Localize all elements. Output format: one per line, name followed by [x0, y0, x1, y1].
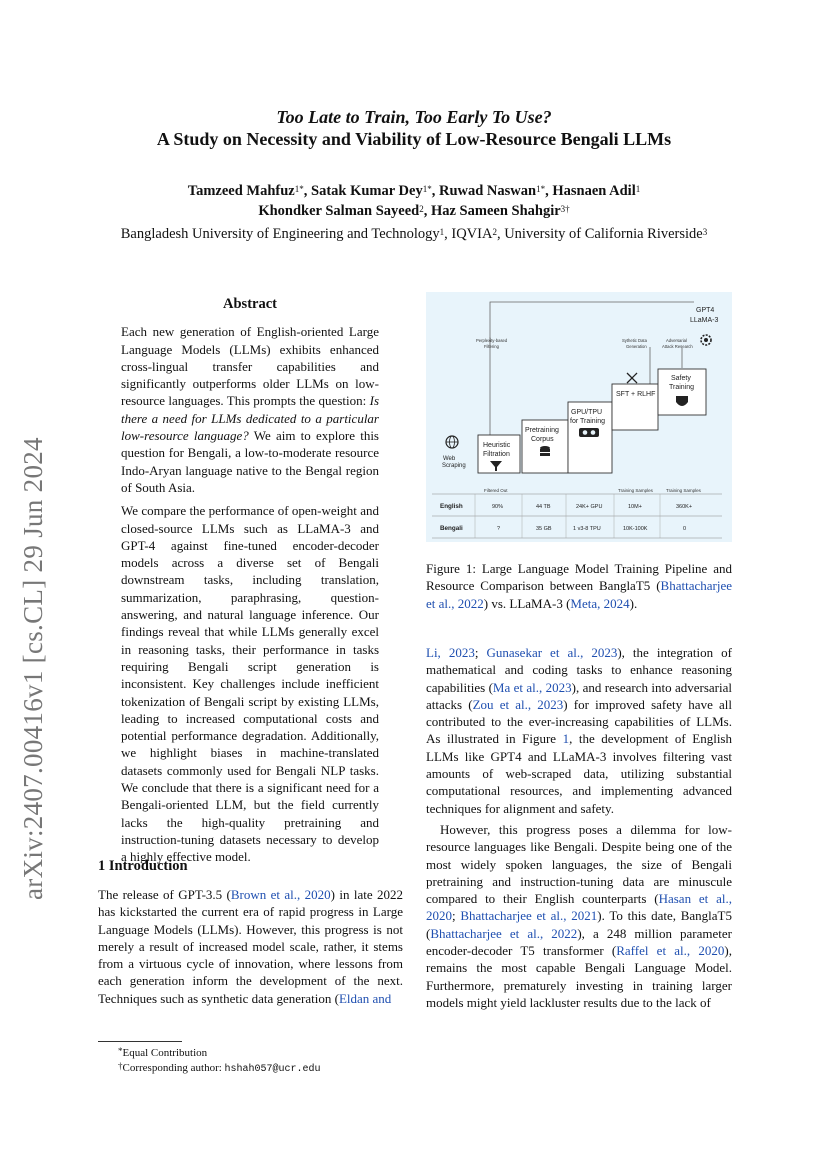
- col-header: Training Samples: [666, 488, 701, 493]
- cell: 35 GB: [536, 526, 552, 532]
- perplexity-label-2: Filtering: [484, 344, 499, 349]
- cell: ?: [497, 526, 501, 532]
- citation-link[interactable]: Meta, 2024: [570, 595, 630, 611]
- adversarial-label-1: Adversarial: [666, 338, 687, 343]
- figure-caption: [426, 560, 732, 612]
- col-header: Training Samples: [618, 488, 653, 493]
- tools-icon: [627, 373, 637, 383]
- text: The release of GPT-3.5 (: [98, 887, 231, 902]
- author-name: Hasnaen Adil: [552, 183, 636, 199]
- llama3-label: LLaMA-3: [690, 317, 719, 324]
- author-affil-sup: 1: [294, 184, 300, 194]
- cell: 24K+ GPU: [576, 504, 603, 510]
- col-header: Filtered Out: [484, 488, 508, 493]
- gear-icon: [701, 335, 711, 345]
- gpu-label-2: for Training: [570, 418, 606, 425]
- author-name: Khondker Salman Sayeed: [258, 203, 420, 219]
- emphasis: Is there a need for LLMs dedicated to a particular low-resource language?: [121, 393, 379, 444]
- author-name: Satak Kumar Dey: [311, 183, 423, 199]
- affil-sup: 2: [492, 227, 497, 237]
- resource-table: [426, 485, 732, 542]
- abstract-heading: Abstract: [223, 296, 277, 312]
- pipeline-diagram: [426, 292, 732, 542]
- text: ). To this date, BanglaT5 (: [426, 908, 732, 941]
- text: , the development of English LLMs like GPT4 and LLaMA-3 involves filtering vast amounts of web-scraped data, utilizing substantial computational resources, and implementing advanced techniques for alignment and safety.: [426, 731, 732, 816]
- scraping-label: Scraping: [442, 463, 466, 469]
- footnotes: [118, 1046, 408, 1077]
- paper-title: [0, 106, 828, 150]
- citation-link[interactable]: Zou et al., 2023: [472, 696, 564, 712]
- cell: 0: [683, 526, 687, 532]
- gpu-label-1: GPU/TPU: [571, 409, 603, 416]
- cell: 10K-100K: [623, 526, 648, 532]
- intro-paragraph: [98, 886, 403, 1007]
- citation-link[interactable]: Li, 2023: [426, 645, 475, 660]
- email-address[interactable]: hshah057@ucr.edu: [224, 1064, 321, 1075]
- affil-sup: 1: [439, 227, 445, 237]
- footnote-2: [118, 1061, 408, 1077]
- heuristic-label-2: Filtration: [483, 451, 510, 458]
- author-line-2: Khondker Salman Sayeed$^2$, Haz Sameen Shahgir$^{3\dagger}$: [258, 203, 570, 219]
- cell: 44 TB: [536, 504, 551, 510]
- affil-sup: 3: [702, 227, 708, 237]
- author-affil-sup: 1: [422, 184, 428, 194]
- gpu-icon: [579, 428, 599, 437]
- text: We aim to explore this question for Bengali, a low-to-moderate resource Indo-Aryan language native to the Bengal region of South Asia.: [121, 428, 379, 495]
- author-affil-sup: 2: [419, 204, 424, 214]
- affiliation: IQVIA: [451, 226, 493, 242]
- adversarial-label-2: Attack Research: [662, 344, 693, 349]
- row-label-bengali: Bengali: [440, 525, 463, 532]
- text: ) for improved safety have all contributed to the ever-increasing capabilities of LLMs. As illustrated in Figure: [426, 696, 732, 747]
- section-heading-introduction: 1 Introduction: [98, 858, 188, 874]
- citation-link[interactable]: Bhattacharjee et al., 2021: [460, 908, 598, 924]
- cell: 1 v3-8 TPU: [573, 526, 601, 532]
- author-affil-sup: 1: [536, 184, 541, 194]
- citation-link[interactable]: 1: [562, 731, 570, 747]
- cell: 360K+: [676, 504, 693, 510]
- affiliation: Bangladesh University of Engineering and Technology: [120, 226, 440, 242]
- figure-1: [426, 292, 732, 542]
- text: Each new generation of English-oriented Large Language Models (LLMs) exhibits enhanced cross-lingual transfer capabilities and significantly outperforms older LLMs on low-resource languages. This prompts the question:: [121, 324, 379, 409]
- citation-link[interactable]: Eldan and: [338, 990, 392, 1006]
- footnote-mark: †: [118, 1061, 123, 1071]
- author-name: Haz Sameen Shahgir: [430, 203, 561, 219]
- author-line-1: Tamzeed Mahfuz$^{1*}$, Satak Kumar Dey$^{1*}$, Ruwad Naswan$^{1*}$, Hasnaen Adil$^1$: [187, 183, 641, 199]
- arxiv-stamp: arXiv:2407.00416v1 [cs.CL] 29 Jun 2024: [18, 437, 48, 900]
- web-label: Web: [443, 456, 456, 462]
- sft-label: SFT + RLHF: [616, 391, 656, 398]
- text: ), the integration of mathematical and coding tasks to enhance reasoning capabilities (: [426, 645, 732, 695]
- footnote-mark: *: [118, 1046, 123, 1056]
- cell: 90%: [492, 504, 504, 510]
- text: ) vs. LLaMA-3 (: [483, 595, 571, 611]
- affiliations: Bangladesh University of Engineering and Technology$^1$, IQVIA$^2$, University of California Riverside$^3$: [120, 226, 708, 242]
- globe-icon: [446, 436, 458, 448]
- author-affil-sup: 3†: [560, 204, 570, 214]
- perplexity-label-1: Perplexity-based: [476, 338, 508, 343]
- citation-link[interactable]: Hasan et al., 2020: [426, 891, 732, 924]
- text: ;: [474, 645, 487, 660]
- abstract-paragraph-1: [121, 323, 379, 496]
- text: Figure 1: Large Language Model Training Pipeline and Resource Comparison between BanglaT5 (: [426, 561, 732, 594]
- synthetic-label-2: Generation: [626, 344, 647, 349]
- cell: 10M+: [628, 504, 642, 510]
- author-name: Tamzeed Mahfuz: [187, 183, 295, 199]
- affiliation: University of California Riverside: [504, 226, 703, 242]
- citation-link[interactable]: Gunasekar et al., 2023: [486, 645, 618, 660]
- body-paragraph-1: [426, 644, 732, 817]
- citation-link[interactable]: Brown et al., 2020: [230, 887, 331, 902]
- text: ), remains the most capable Bengali Language Model. Furthermore, prematurely investing in training larger models might yield lackluster results due to the lack of: [426, 943, 732, 1010]
- text: However, this progress poses a dilemma for low-resource languages like Bengali. Despite being one of the most widely spoken languages, the size of Bengali pretraining and instruction-tuning data are minuscule compared to their English counterparts (: [426, 821, 732, 907]
- body-paragraph-2: [426, 821, 732, 1011]
- synthetic-label-1: Sythetic Data: [622, 338, 647, 343]
- text: ).: [629, 595, 638, 611]
- safety-label-1: Safety: [671, 375, 691, 382]
- right-column: [426, 644, 732, 1015]
- text: ), a 248 million parameter encoder-decoder T5 transformer (: [426, 925, 732, 959]
- title-line-1: Too Late to Train, Too Early To Use?: [276, 107, 552, 127]
- pretraining-label-2: Corpus: [531, 436, 554, 443]
- abstract: [121, 296, 379, 870]
- text: ) in late 2022 has kickstarted the current era of rapid progress in Large Language Models (LLMs). However, this progress is not merely a result of increased model scale, rather, it stems from a virtuous cycle of innovation, where lessons from each generation inform the development of the next. Techniques such as synthetic data generation (: [98, 887, 403, 1006]
- citation-link[interactable]: Ma et al., 2023: [492, 679, 572, 695]
- citation-link[interactable]: Bhattacharjee et al., 2022: [430, 925, 578, 941]
- heuristic-label-1: Heuristic: [483, 442, 511, 449]
- footnote-rule: [98, 1041, 182, 1042]
- footnote-1: [118, 1046, 408, 1061]
- title-line-2: A Study on Necessity and Viability of Low-Resource Bengali LLMs: [156, 129, 672, 149]
- citation-link[interactable]: Bhattacharjee et al., 2022: [426, 578, 732, 611]
- gpt4-label: GPT4: [696, 307, 715, 314]
- author-affil-sup: 1: [635, 184, 641, 194]
- citation-link[interactable]: Raffel et al., 2020: [616, 943, 725, 959]
- pretraining-label-1: Pretraining: [525, 427, 559, 434]
- text: ), and research into adversarial attacks (: [426, 679, 733, 712]
- author-name: Ruwad Naswan: [438, 183, 537, 199]
- safety-label-2: Training: [669, 384, 695, 391]
- text: ;: [452, 908, 461, 924]
- abstract-paragraph-2: We compare the performance of open-weight and closed-source LLMs such as LLaMA-3 and GPT-4 against fine-tuned encoder-decoder models across a diverse set of Bengali downstream tasks, including translation, summarization, paraphrasing, question-answering, and natural language inference. Our findings reveal that while LLMs generally excel in reasoning tasks, their performance in tasks requiring Bengali script generation is inconsistent. Key challenges include inefficient tokenization of Bengali script by existing LLMs, leading to increased computational costs and potential performance degradation. Additionally, we highlight biases in machine-translated datasets commonly used for Bengali NLP tasks. We conclude that there is a significant need for a Bengali-oriented LLM, but the field currently lacks the high-quality pretraining and instruction-tuning datasets necessary to develop a highly effective model.: [121, 503, 379, 865]
- footnote-text: Corresponding author:: [122, 1062, 225, 1074]
- footnote-text: Equal Contribution: [122, 1047, 208, 1059]
- database-icon: [540, 446, 550, 456]
- row-label-english: English: [440, 503, 463, 510]
